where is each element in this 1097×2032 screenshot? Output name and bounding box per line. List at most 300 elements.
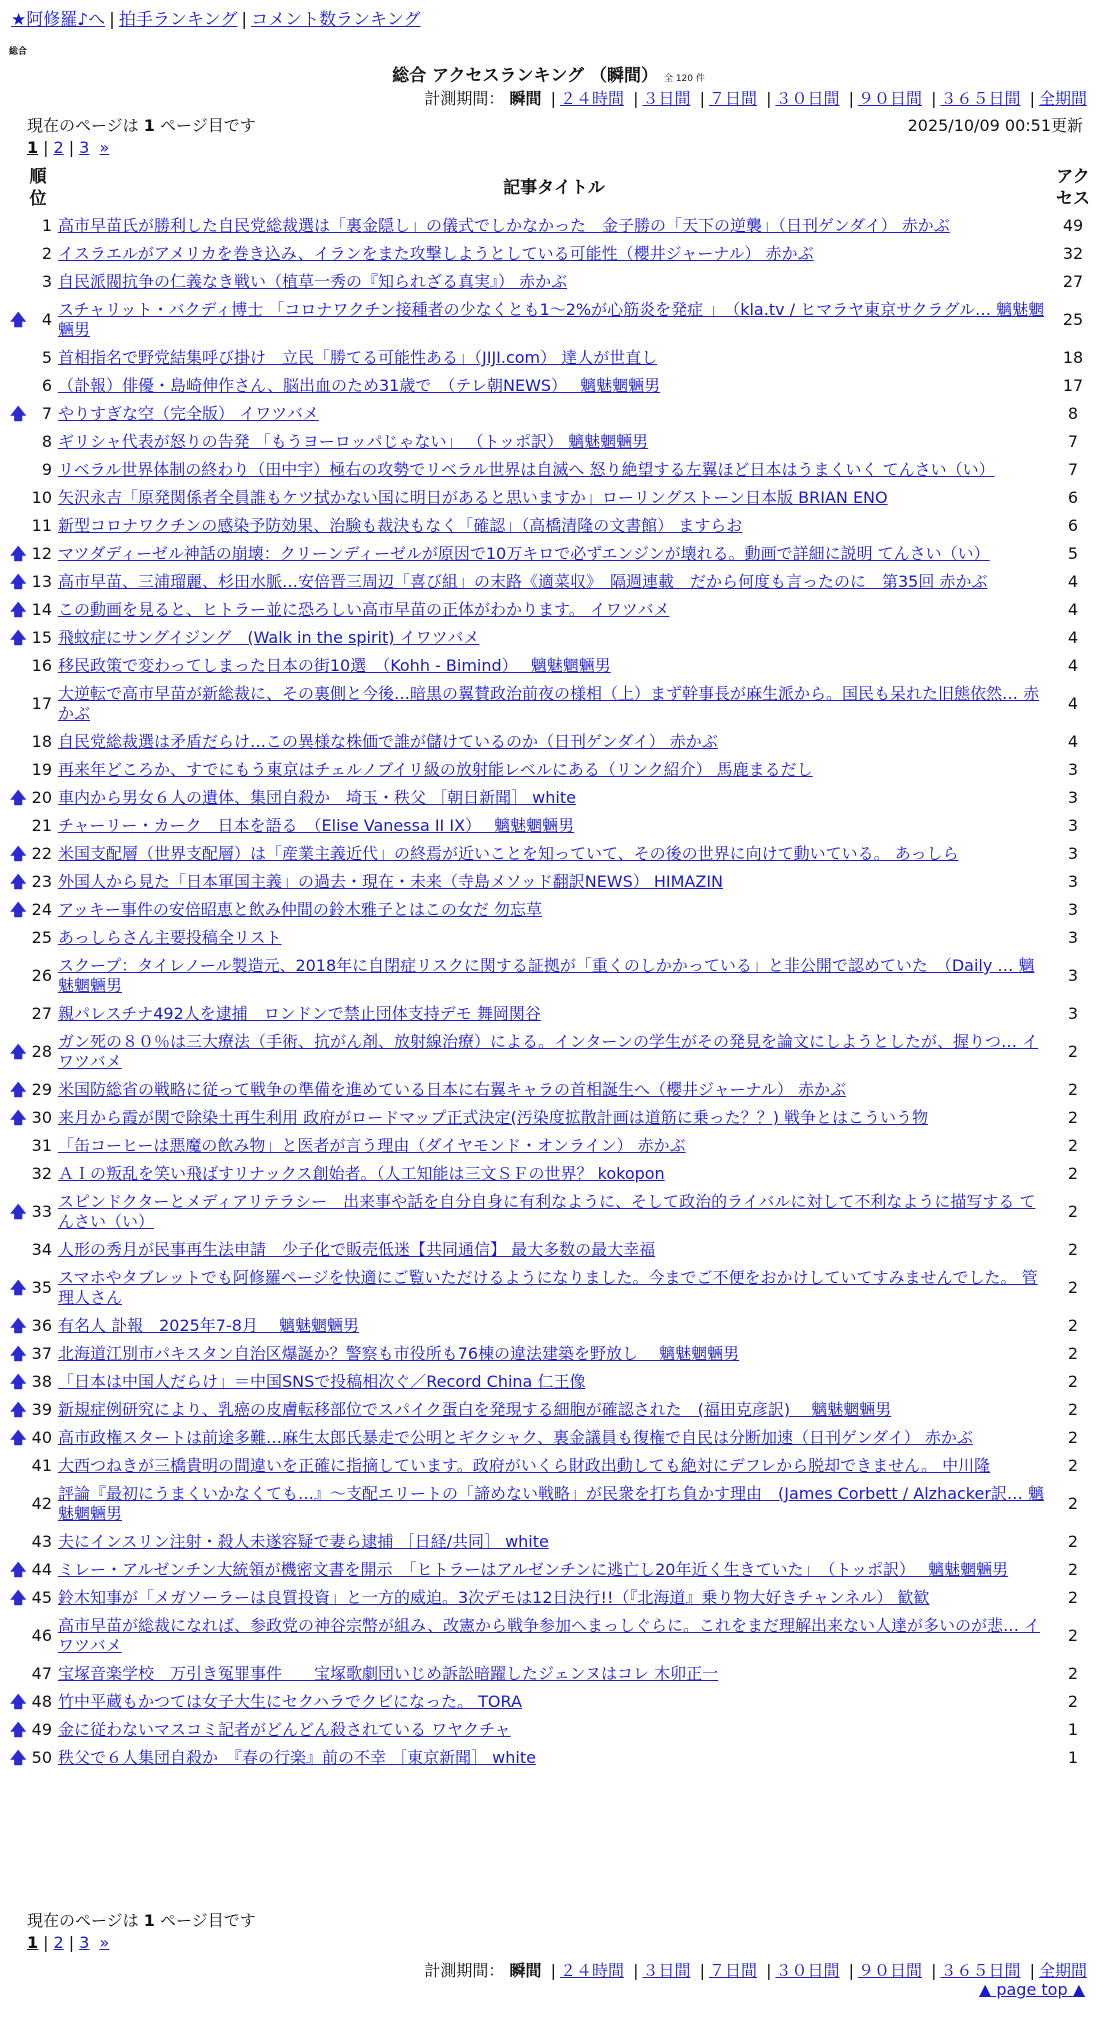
rank-number: 11	[31, 516, 52, 535]
period-7d-link[interactable]: ７日間	[708, 1961, 757, 1980]
section-label: 総合	[9, 47, 28, 57]
next-page-link[interactable]: »	[99, 1933, 110, 1952]
table-row	[10, 372, 1093, 400]
article-title-link[interactable]: あっしらさん主要投稿全リスト	[58, 928, 282, 947]
article-title-link[interactable]: スピンドクターとメディアリテラシー 出来事や話を自分自身に有利なように、そして政治的ライバルに対して不利なように描写する てんさい（い）	[58, 1192, 1036, 1231]
table-row	[10, 1188, 1093, 1236]
table-row	[10, 1104, 1093, 1132]
title-cell	[55, 1424, 1053, 1452]
article-title-link[interactable]: 人形の秀月が民事再生法申請 少子化で販売低迷【共同通信】 最大多数の最大幸福	[58, 1240, 656, 1259]
title-cell	[55, 924, 1053, 952]
page-3-link[interactable]: 3	[79, 1933, 90, 1952]
article-title-link[interactable]: 飛蚊症にサングイジング (Walk in the spirit) イワツバメ	[58, 628, 480, 647]
article-title-link[interactable]: 高市早苗が総裁になれば、参政党の神谷宗幣が組み、改憲から戦争参加へまっしぐらに。これをまだ理解出来ない人達が多いのが悲… イワツバメ	[58, 1616, 1041, 1655]
article-title-link[interactable]: 再来年どころか、すでにもう東京はチェルノブイリ級の放射能レベルにある（リンク紹介） 馬鹿まるだし	[58, 760, 813, 779]
trend-cell	[10, 868, 27, 896]
rank-number: 23	[31, 872, 52, 891]
rank-number: 48	[31, 1692, 52, 1711]
pager-separator: |	[68, 138, 75, 157]
table-row	[10, 652, 1093, 680]
article-title-link[interactable]: スマホやタブレットでも阿修羅ページを快適にご覧いただけるようになりました。今までご不便をおかけしていてすみませんでした。 管理人さん	[58, 1268, 1038, 1307]
title-cell	[55, 540, 1053, 568]
up-arrow-icon: 🡅	[10, 310, 27, 329]
article-title-link[interactable]: ガン死の８０％は三大療法（手術、抗がん剤、放射線治療）による。インターンの学生がその発見を論文にしようとしたが、握りつ… イワツバメ	[58, 1032, 1039, 1071]
title-cell	[55, 812, 1053, 840]
table-row	[10, 296, 1093, 344]
article-title-link[interactable]: 新規症例研究により、乳癌の皮膚転移部位でスパイク蛋白を発現する細胞が確認された (福田克彦訳) 魑魅魍魎男	[58, 1400, 892, 1419]
rank-number: 38	[31, 1372, 52, 1391]
table-row	[10, 1424, 1093, 1452]
rank-number: 24	[31, 900, 52, 919]
access-count: 4	[1067, 656, 1079, 675]
rank-number: 20	[31, 788, 52, 807]
trend-cell	[10, 1716, 27, 1744]
trend-cell	[10, 212, 24, 240]
access-count: 2	[1067, 1278, 1079, 1297]
table-row	[10, 1688, 1093, 1716]
title-cell	[55, 1312, 1053, 1340]
title-cell	[55, 840, 1053, 868]
title-cell	[55, 1160, 1053, 1188]
table-row	[10, 896, 1093, 924]
ranking-table	[10, 164, 1093, 1772]
article-title-link[interactable]: リベラル世界体制の終わり（田中宇）極右の攻勢でリベラル世界は自滅へ 怒り絶望する左翼ほど日本はうまくいく てんさい（い）	[58, 460, 995, 479]
title-cell	[55, 624, 1053, 652]
home-link[interactable]: ★阿修羅♪へ	[11, 10, 106, 30]
article-title-link[interactable]: 「缶コーヒーは悪魔の飲み物」と医者が言う理由（ダイヤモンド・オンライン） 赤かぶ	[58, 1136, 686, 1155]
period-separator: |	[931, 89, 937, 108]
period-separator: |	[633, 89, 639, 108]
rank-number: 35	[31, 1278, 52, 1297]
title-cell	[55, 596, 1053, 624]
rank-number: 50	[31, 1748, 52, 1767]
access-count: 4	[1067, 628, 1079, 647]
trend-cell	[10, 924, 24, 952]
up-arrow-icon: 🡅	[10, 1316, 27, 1335]
up-arrow-icon: 🡅	[10, 1588, 27, 1607]
period-3d-link[interactable]: ３日間	[642, 89, 691, 108]
access-count: 2	[1067, 1316, 1079, 1335]
rank-number: 28	[31, 1042, 52, 1061]
article-title-link[interactable]: 「日本は中国人だらけ」＝中国SNSで投稿相次ぐ／Record China 仁王像	[58, 1372, 586, 1391]
access-count: 2	[1067, 1560, 1079, 1579]
trend-cell	[10, 840, 27, 868]
period-365d-link[interactable]: ３６５日間	[940, 89, 1021, 108]
period-separator: |	[1029, 89, 1035, 108]
trend-cell	[10, 1660, 24, 1688]
title-cell	[55, 1688, 1053, 1716]
access-count: 2	[1067, 1240, 1079, 1259]
up-arrow-icon: 🡅	[10, 1344, 27, 1363]
access-count: 1	[1067, 1720, 1079, 1739]
access-count: 3	[1067, 1004, 1079, 1023]
trend-cell	[10, 756, 24, 784]
title-cell	[55, 784, 1053, 812]
trend-cell	[10, 268, 24, 296]
article-title-link[interactable]: 宝塚音楽学校 万引き冤罪事件 宝塚歌劇団いじめ訴訟暗躍したジェンヌはコレ 木卯正一	[58, 1664, 719, 1683]
access-count: 3	[1067, 872, 1079, 891]
up-arrow-icon: 🡅	[10, 900, 27, 919]
trend-cell	[10, 1312, 27, 1340]
table-row	[10, 756, 1093, 784]
article-title-link[interactable]: アッキー事件の安倍昭恵と飲み仲間の鈴木雅子とはこの女だ 勿忘草	[58, 900, 542, 919]
table-row	[10, 540, 1093, 568]
article-title-link[interactable]: 首相指名で野党結集呼び掛け 立民「勝てる可能性ある」（JIJI.com） 達人が世直し	[58, 348, 658, 367]
rank-number: 15	[31, 628, 52, 647]
table-row	[10, 952, 1093, 1000]
top-nav	[11, 9, 421, 31]
rank-number: 14	[31, 600, 52, 619]
article-title-link[interactable]: 秩父で６人集団自殺か 『春の行楽』前の不幸 ［東京新聞］ white	[58, 1748, 536, 1767]
title-cell	[55, 1744, 1053, 1772]
rank-number: 17	[31, 694, 52, 713]
period-7d-link[interactable]: ７日間	[708, 89, 757, 108]
article-title-link[interactable]: やりすぎな空（完全版） イワツバメ	[58, 404, 319, 423]
article-title-link[interactable]: 夫にインスリン注射・殺人未遂容疑で妻ら逮捕 ［日経/共同］ white	[58, 1532, 549, 1551]
trend-cell	[10, 1528, 24, 1556]
trend-cell	[10, 596, 27, 624]
table-row	[10, 344, 1093, 372]
title-cell	[55, 1236, 1053, 1264]
trend-cell	[10, 1340, 27, 1368]
article-title-link[interactable]: チャーリー・カーク 日本を語る （Elise Vanessa II IX） 魑魅魍魎男	[58, 816, 575, 835]
page-info-top	[27, 113, 256, 136]
rank-number: 18	[31, 732, 52, 751]
rank-number: 26	[31, 966, 52, 985]
title-cell	[55, 1132, 1053, 1160]
up-arrow-icon: 🡅	[10, 1108, 27, 1127]
access-count: 7	[1067, 432, 1079, 451]
article-title-link[interactable]: 高市政権スタートは前途多難…麻生太郎氏暴走で公明とギクシャク、裏金議員も復権で自民は分断加速（日刊ゲンダイ） 赤かぶ	[58, 1428, 973, 1447]
rank-number: 13	[31, 572, 52, 591]
article-title-link[interactable]: 米国防総省の戦略に従って戦争の準備を進めている日本に右翼キャラの首相誕生へ（櫻井ジャーナル） 赤かぶ	[58, 1080, 846, 1099]
applause-ranking-link[interactable]: 拍手ランキング	[118, 10, 238, 30]
access-count: 2	[1067, 1108, 1079, 1127]
page-info-prefix: 現在のページは	[27, 1911, 139, 1930]
trend-cell	[10, 1132, 24, 1160]
article-title-link[interactable]: 竹中平蔵もかつては女子大生にセクハラでクビになった。 TORA	[58, 1692, 522, 1711]
title-cell	[55, 1076, 1053, 1104]
title-cell	[55, 952, 1053, 1000]
table-row	[10, 784, 1093, 812]
page-info-number: 1	[143, 1911, 155, 1930]
arrow-column-header	[10, 164, 24, 212]
period-24h-link[interactable]: ２４時間	[559, 1961, 624, 1980]
trend-cell	[10, 1480, 24, 1528]
period-label: 計測期間：	[424, 1961, 505, 1980]
rank-number: 39	[31, 1400, 52, 1419]
rank-number: 2	[41, 244, 52, 263]
up-arrow-icon: 🡅	[10, 572, 27, 591]
title-cell	[55, 1612, 1053, 1660]
table-row	[10, 568, 1093, 596]
period-current: 瞬間	[509, 89, 542, 108]
title-column-header: 記事タイトル	[503, 178, 605, 198]
access-count: 32	[1062, 244, 1084, 263]
title-cell	[55, 728, 1053, 756]
rank-number: 12	[31, 544, 52, 563]
access-count: 3	[1067, 816, 1079, 835]
rank-number: 9	[41, 460, 52, 479]
rank-column-header: 順位	[29, 167, 47, 209]
access-count: 2	[1067, 1080, 1079, 1099]
article-title-link[interactable]: 新型コロナワクチンの感染予防効果、治験も裁決もなく「確認」（高橋清隆の文書館） ますらお	[58, 516, 743, 535]
rank-number: 49	[31, 1720, 52, 1739]
article-title-link[interactable]: 高市早苗氏が勝利した自民党総裁選は「裏金隠し」の儀式でしかなかった 金子勝の「天下の逆襲」（日刊ゲンダイ） 赤かぶ	[58, 216, 950, 235]
rank-number: 43	[31, 1532, 52, 1551]
trend-cell	[10, 1744, 27, 1772]
period-separator: |	[550, 89, 556, 108]
table-row	[10, 512, 1093, 540]
up-arrow-icon: 🡅	[10, 544, 27, 563]
page-3-link[interactable]: 3	[79, 138, 90, 157]
title-cell	[55, 1480, 1053, 1528]
table-row	[10, 924, 1093, 952]
article-title-link[interactable]: 自民党総裁選は矛盾だらけ…この異様な株価で誰が儲けているのか（日刊ゲンダイ） 赤かぶ	[58, 732, 718, 751]
table-row	[10, 1132, 1093, 1160]
access-count: 4	[1067, 694, 1079, 713]
article-title-link[interactable]: （訃報）俳優・島崎伸作さん、脳出血のため31歳で （テレ朝NEWS） 魑魅魍魎男	[58, 376, 661, 395]
trend-cell	[10, 728, 24, 756]
period-30d-link[interactable]: ３０日間	[775, 1961, 840, 1980]
article-title-link[interactable]: 自民派閥抗争の仁義なき戦い（植草一秀の『知られざる真実』） 赤かぶ	[58, 272, 568, 291]
period-separator: |	[931, 1961, 937, 1980]
trend-cell	[10, 540, 27, 568]
period-90d-link[interactable]: ９０日間	[857, 89, 922, 108]
trend-cell	[10, 1612, 24, 1660]
title-cell	[55, 680, 1053, 728]
trend-cell	[10, 372, 24, 400]
table-row	[10, 212, 1093, 240]
up-arrow-icon: 🡅	[10, 1748, 27, 1767]
up-arrow-icon: 🡅	[10, 1202, 27, 1221]
title-cell	[55, 1660, 1053, 1688]
rank-number: 6	[41, 376, 52, 395]
table-row	[10, 1076, 1093, 1104]
article-title-link[interactable]: 大西つねきが三橋貴明の間違いを正確に指摘しています。政府がいくら財政出動しても絶対にデフレから脱却できません。 中川隆	[58, 1456, 991, 1475]
rank-number: 22	[31, 844, 52, 863]
pager-separator: |	[43, 1933, 49, 1952]
article-title-link[interactable]: 外国人から見た「日本軍国主義」の過去・現在・未来（寺島メソッド翻訳NEWS） HIMAZIN	[58, 872, 724, 891]
trend-cell	[10, 1556, 27, 1584]
table-row	[10, 1528, 1093, 1556]
up-arrow-icon: 🡅	[10, 1042, 27, 1061]
page-info-number: 1	[143, 116, 155, 135]
up-arrow-icon: 🡅	[10, 600, 27, 619]
trend-cell	[10, 512, 24, 540]
pager-separator: |	[43, 138, 49, 157]
period-3d-link[interactable]: ３日間	[642, 1961, 691, 1980]
period-all-link[interactable]: 全期間	[1038, 89, 1087, 108]
table-header-row	[10, 164, 1093, 212]
trend-cell	[10, 296, 27, 344]
article-title-link[interactable]: マツダディーゼル神話の崩壊：クリーンディーゼルが原因で10万キロで必ずエンジンが壊れる。動画で詳細に説明 てんさい（い）	[58, 544, 990, 563]
table-row	[10, 1264, 1093, 1312]
table-row	[10, 1396, 1093, 1424]
up-arrow-icon: 🡅	[10, 1372, 27, 1391]
title-cell	[55, 1528, 1053, 1556]
title-cell	[55, 868, 1053, 896]
period-separator: |	[1029, 1961, 1035, 1980]
pager-separator: |	[68, 1933, 75, 1952]
access-count: 1	[1067, 1748, 1079, 1767]
article-title-link[interactable]: スチャリット・バクディ博士 「コロナワクチン接種者の少なくとも1～2%が心筋炎を発症 」 （kla.tv / ヒマラヤ東京サクラグル… 魑魅魍魎男	[58, 300, 1045, 339]
rank-number: 5	[41, 348, 52, 367]
nav-separator: |	[241, 10, 248, 30]
trend-cell	[10, 680, 24, 728]
trend-cell	[10, 1264, 27, 1312]
access-count: 2	[1067, 1372, 1079, 1391]
access-count: 2	[1067, 1164, 1079, 1183]
article-title-link[interactable]: ミレー・アルゼンチン大統領が機密文書を開示 「ヒトラーはアルゼンチンに逃亡し20年近く生きていた」 （トッポ訳） 魑魅魍魎男	[58, 1560, 1009, 1579]
article-title-link[interactable]: ＡＩの叛乱を笑い飛ばすリナックス創始者。（人工知能は三文ＳＦの世界？ kokopon	[58, 1164, 665, 1183]
total-count: 全 120 件	[663, 74, 705, 84]
access-count: 2	[1067, 1532, 1079, 1551]
period-current: 瞬間	[509, 1961, 542, 1980]
table-row	[10, 1452, 1093, 1480]
table-row	[10, 1312, 1093, 1340]
page-current: 1	[27, 138, 39, 157]
up-arrow-icon: 🡅	[10, 1720, 27, 1739]
trend-cell	[10, 1452, 24, 1480]
page-title	[0, 61, 1097, 86]
access-count: 6	[1067, 488, 1079, 507]
access-count: 6	[1067, 516, 1079, 535]
period-selector-top	[424, 86, 1087, 109]
access-count: 4	[1067, 732, 1079, 751]
article-title-link[interactable]: 移民政策で変わってしまった日本の街10選 （Kohh - Bimind） 魑魅魍魎男	[58, 656, 611, 675]
rank-number: 25	[31, 928, 52, 947]
trend-cell	[10, 624, 27, 652]
title-cell	[55, 1340, 1053, 1368]
article-title-link[interactable]: イスラエルがアメリカを巻き込み、イランをまた攻撃しようとしている可能性（櫻井ジャーナル） 赤かぶ	[58, 244, 814, 263]
ranking-title: 総合 アクセスランキング （瞬間）	[392, 66, 658, 86]
table-row	[10, 596, 1093, 624]
article-title-link[interactable]: この動画を見ると、ヒトラー並に恐ろしい高市早苗の正体がわかります。 イワツバメ	[58, 600, 670, 619]
trend-cell	[10, 568, 27, 596]
page-top-link[interactable]: ▲ page top ▲	[978, 1980, 1085, 1999]
period-all-link[interactable]: 全期間	[1038, 1961, 1087, 1980]
title-cell	[55, 456, 1053, 484]
trend-cell	[10, 428, 24, 456]
rank-number: 46	[31, 1626, 52, 1645]
article-title-link[interactable]: 車内から男女６人の遺体、集団自殺か 埼玉・秩父 ［朝日新聞］ white	[58, 788, 576, 807]
table-row	[10, 456, 1093, 484]
access-count: 2	[1067, 1664, 1079, 1683]
article-title-link[interactable]: 有名人 訃報 2025年7-8月 魑魅魍魎男	[58, 1316, 360, 1335]
title-cell	[55, 1368, 1053, 1396]
article-title-link[interactable]: スクープ：タイレノール製造元、2018年に自閉症リスクに関する証拠が「重くのしかかっている」と非公開で認めていた （Daily … 魑魅魍魎男	[58, 956, 1035, 995]
access-count: 3	[1067, 928, 1079, 947]
period-separator: |	[633, 1961, 639, 1980]
rank-number: 34	[31, 1240, 52, 1259]
updated-timestamp: 2025/10/09 00:51更新	[907, 116, 1083, 135]
trend-cell	[10, 952, 24, 1000]
article-title-link[interactable]: 米国支配層（世界支配層）は「産業主義近代」の終焉が近いことを知っていて、その後の世界に向けて動いている。 あっしら	[58, 844, 959, 863]
trend-cell	[10, 652, 24, 680]
trend-cell	[10, 1028, 27, 1076]
table-row	[10, 428, 1093, 456]
page-info-suffix: ページ目です	[160, 116, 256, 135]
table-row	[10, 1716, 1093, 1744]
trend-cell	[10, 1000, 24, 1028]
page-info-suffix: ページ目です	[160, 1911, 256, 1930]
title-cell	[55, 1452, 1053, 1480]
access-count: 17	[1062, 376, 1084, 395]
up-arrow-icon: 🡅	[10, 788, 27, 807]
article-title-link[interactable]: 親パレスチナ492人を逮捕 ロンドンで禁止団体支持デモ 舞岡関谷	[58, 1004, 541, 1023]
article-title-link[interactable]: ギリシャ代表が怒りの告発 「もうヨーロッパじゃない」 （トッポ訳） 魑魅魍魎男	[58, 432, 649, 451]
period-separator: |	[766, 1961, 772, 1980]
page-current: 1	[27, 1933, 39, 1952]
trend-cell	[10, 400, 27, 428]
article-title-link[interactable]: 高市早苗、三浦瑠麗、杉田水脈…安倍晋三周辺「喜び組」の末路《適菜収》 隔週連載 だから何度も言ったのに 第35回 赤かぶ	[58, 572, 988, 591]
access-count: 18	[1062, 348, 1084, 367]
period-24h-link[interactable]: ２４時間	[559, 89, 624, 108]
rank-number: 16	[31, 656, 52, 675]
trend-cell	[10, 1396, 27, 1424]
rank-number: 10	[31, 488, 52, 507]
period-90d-link[interactable]: ９０日間	[857, 1961, 922, 1980]
table-row	[10, 1660, 1093, 1688]
article-title-link[interactable]: 評論『最初にうまくいかなくても…』～支配エリートの「諦めない戦略」が民衆を打ち負かす理由 (James Corbett / Alzhacker訳… 魑魅魍魎男	[58, 1484, 1045, 1523]
table-row	[10, 1236, 1093, 1264]
article-title-link[interactable]: 来月から霞が関で除染土再生利用 政府がロードマップ正式決定(汚染度拡散計画は道筋に乗った？？) 戦争とはこういう物	[58, 1108, 929, 1127]
rank-number: 36	[31, 1316, 52, 1335]
table-row	[10, 680, 1093, 728]
period-label: 計測期間：	[424, 89, 505, 108]
article-title-link[interactable]: 金に従わないマスコミ記者がどんどん殺されている ワヤクチャ	[58, 1720, 511, 1739]
comment-ranking-link[interactable]: コメント数ランキング	[251, 10, 421, 30]
trend-cell	[10, 896, 27, 924]
page-2-link[interactable]: 2	[53, 138, 64, 157]
title-cell	[55, 1584, 1053, 1612]
title-cell	[55, 1264, 1053, 1312]
article-title-link[interactable]: 矢沢永吉「原発関係者全員誰もケツ拭かない国に明日があると思いますか」ローリングストーン日本版 BRIAN ENO	[58, 488, 888, 507]
title-cell	[55, 512, 1053, 540]
period-365d-link[interactable]: ３６５日間	[940, 1961, 1021, 1980]
page-2-link[interactable]: 2	[53, 1933, 64, 1952]
period-separator: |	[848, 1961, 854, 1980]
access-count: 2	[1067, 1692, 1079, 1711]
title-cell	[55, 1716, 1053, 1744]
title-cell	[55, 400, 1053, 428]
access-count: 5	[1067, 544, 1079, 563]
trend-cell	[10, 1424, 27, 1452]
access-count: 3	[1067, 966, 1079, 985]
rank-number: 33	[31, 1202, 52, 1221]
title-cell	[55, 756, 1053, 784]
rank-number: 41	[31, 1456, 52, 1475]
title-cell	[55, 1104, 1053, 1132]
up-arrow-icon: 🡅	[10, 1080, 27, 1099]
table-row	[10, 484, 1093, 512]
up-arrow-icon: 🡅	[10, 872, 27, 891]
access-count: 2	[1067, 1588, 1079, 1607]
trend-cell	[10, 1104, 27, 1132]
period-30d-link[interactable]: ３０日間	[775, 89, 840, 108]
title-cell	[55, 212, 1053, 240]
article-title-link[interactable]: 大逆転で高市早苗が新総裁に、その裏側と今後…暗黒の翼賛政治前夜の様相（上）まず幹事長が麻生派から。国民も呆れた旧態依然… 赤かぶ	[58, 684, 1040, 723]
next-page-link[interactable]: »	[99, 138, 110, 157]
trend-cell	[10, 344, 24, 372]
article-title-link[interactable]: 北海道江別市パキスタン自治区爆誕か？警察も市役所も76棟の違法建築を野放し 魑魅魍魎男	[58, 1344, 740, 1363]
page-info-prefix: 現在のページは	[27, 116, 139, 135]
table-row	[10, 400, 1093, 428]
table-row	[10, 1612, 1093, 1660]
article-title-link[interactable]: 鈴木知事が「メガソーラーは良質投資」と一方的威迫。3次デモは12日決行!!（『北海道』乗り物大好きチャンネル） 歓歓	[58, 1588, 930, 1607]
trend-cell	[10, 1688, 27, 1716]
